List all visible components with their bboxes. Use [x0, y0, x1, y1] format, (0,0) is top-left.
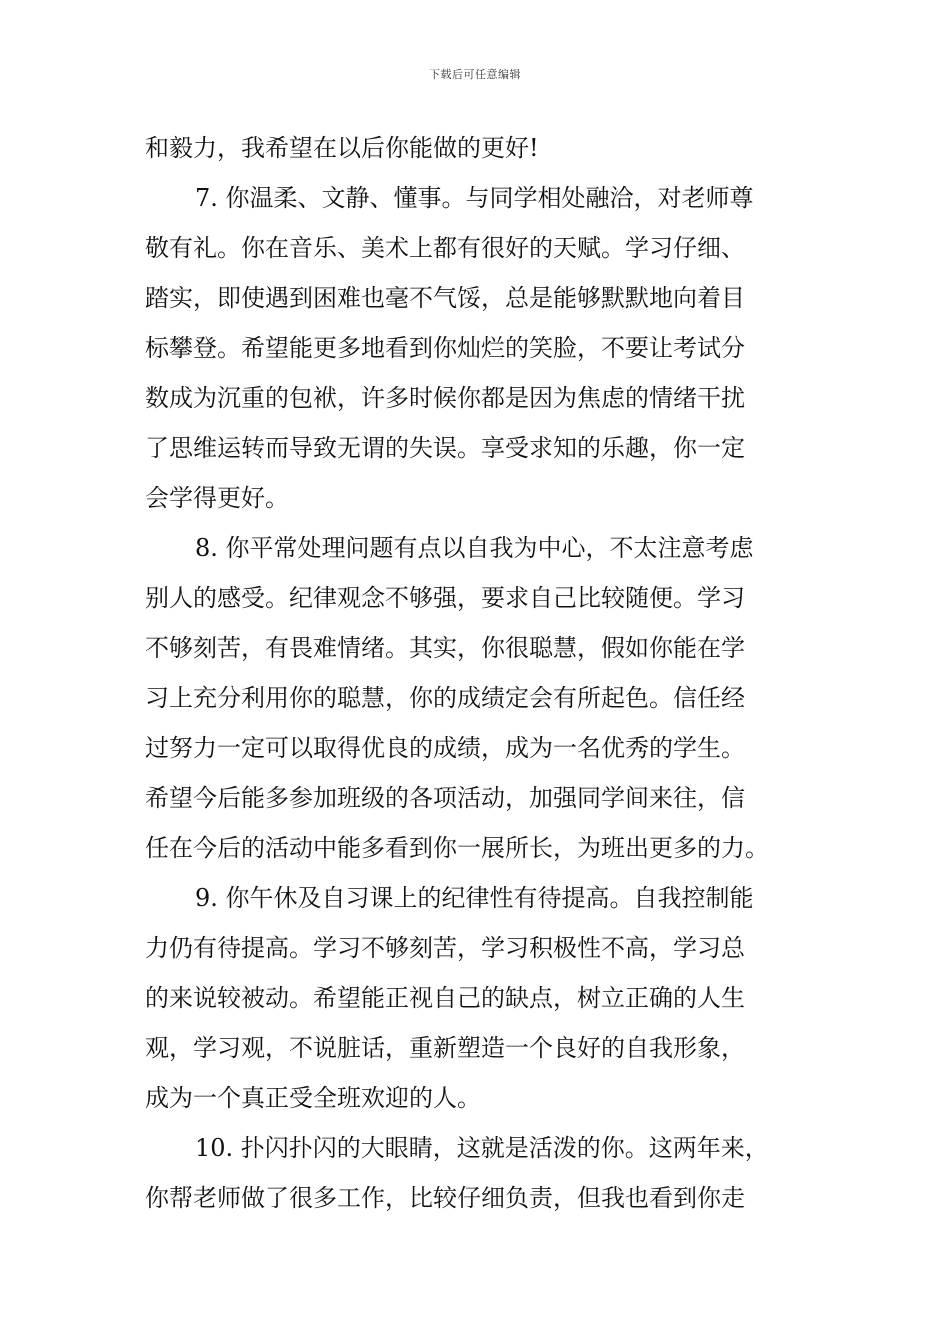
paragraph-10-first-line: 10. 扑闪扑闪的大眼睛，这就是活泼的你。这两年来， [195, 1134, 769, 1162]
text-line: 和毅力，我希望在以后你能做的更好! [145, 134, 539, 162]
text-line: 别人的感受。纪律观念不够强，要求自己比较随便。学习 [145, 584, 745, 612]
paragraph-7-first-line: 7. 你温柔、文静、懂事。与同学相处融洽，对老师尊 [195, 184, 754, 212]
text-line: 观，学习观，不说脏话，重新塑造一个良好的自我形象， [145, 1034, 745, 1062]
text-line: 习上充分利用你的聪慧，你的成绩定会有所起色。信任经 [145, 684, 745, 712]
text-line: 过努力一定可以取得优良的成绩，成为一名优秀的学生。 [145, 734, 745, 762]
text-line: 不够刻苦，有畏难情绪。其实，你很聪慧，假如你能在学 [145, 634, 745, 662]
paragraph-8-first-line: 8. 你平常处理问题有点以自我为中心，不太注意考虑 [195, 534, 754, 562]
text-line: 敬有礼。你在音乐、美术上都有很好的天赋。学习仔细、 [145, 234, 745, 262]
text-line: 标攀登。希望能更多地看到你灿烂的笑脸，不要让考试分 [145, 334, 745, 362]
text-line: 希望今后能多参加班级的各项活动，加强同学间来往，信 [145, 784, 745, 812]
text-line: 任在今后的活动中能多看到你一展所长，为班出更多的力。 [145, 834, 769, 862]
text-line: 成为一个真正受全班欢迎的人。 [145, 1084, 481, 1112]
text-line: 踏实，即使遇到困难也毫不气馁，总是能够默默地向着目 [145, 284, 745, 312]
text-line: 力仍有待提高。学习不够刻苦，学习积极性不高，学习总 [145, 934, 745, 962]
page-header: 下载后可任意编辑 [429, 68, 521, 81]
paragraph-9-first-line: 9. 你午休及自习课上的纪律性有待提高。自我控制能 [195, 884, 754, 912]
text-line: 了思维运转而导致无谓的失误。享受求知的乐趣，你一定 [145, 434, 745, 462]
text-line: 会学得更好。 [145, 484, 289, 512]
text-line: 你帮老师做了很多工作，比较仔细负责，但我也看到你走 [145, 1184, 745, 1212]
text-line: 数成为沉重的包袱，许多时候你都是因为焦虑的情绪干扰 [145, 384, 745, 412]
text-line: 的来说较被动。希望能正视自己的缺点，树立正确的人生 [145, 984, 745, 1012]
